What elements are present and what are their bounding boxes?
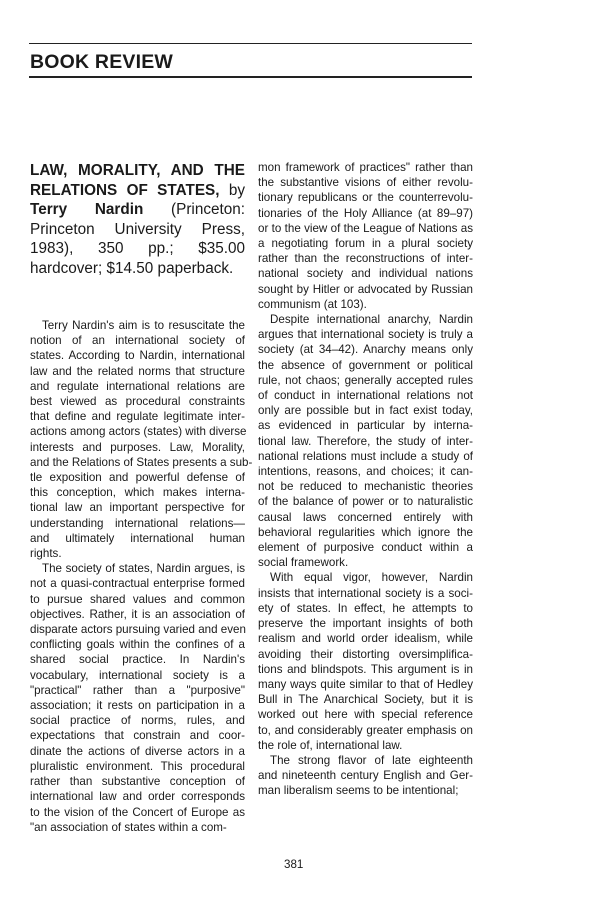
text-line: states. According to Nardin, international — [30, 349, 245, 363]
text-line: insists that international society is a soci- — [258, 586, 473, 600]
text-line: interests and purposes. Law, Morality, — [30, 440, 245, 454]
book-author: Terry Nardin — [30, 201, 144, 218]
text-line: to the vision of the Concert of Europe as — [30, 805, 245, 819]
text-line: that define and regulate legitimate inter- — [30, 410, 245, 424]
text-line: this conception, which makes interna- — [30, 486, 245, 500]
text-line: international law and order corresponds — [30, 790, 245, 804]
by-text: by — [219, 181, 245, 199]
text-line: of the balance of power or to naturalistic — [258, 495, 473, 509]
text-line: and the Relations of States presents a sub- — [30, 455, 253, 469]
text-line: to pursue shared values and common — [30, 592, 245, 606]
text-line: society (at 34–42). Anarchy means only — [258, 343, 473, 357]
text-line: disparate actors pursuing varied and even — [30, 623, 246, 637]
text-line: Despite international anarchy, Nardin — [270, 313, 473, 327]
text-line: and ultimately international human — [30, 531, 245, 545]
page-number: 381 — [284, 858, 304, 871]
review-citation — [30, 161, 245, 278]
text-line: of conduct in international relations not — [258, 389, 473, 403]
text-line: ety of states. In effect, he attempts to — [258, 601, 473, 615]
text-line: association; it rests on participation in a — [30, 699, 245, 713]
header-bottom-rule — [29, 76, 472, 78]
text-line: tionaries of the Holy Alliance (at 89–97) — [258, 206, 473, 220]
text-line: The strong flavor of late eighteenth — [270, 753, 473, 767]
text-line: a negotiating forum in a plural society — [258, 237, 473, 251]
text-line: national society and individual nations — [258, 267, 473, 281]
text-line: tle exposition and powerful defense of — [30, 471, 245, 485]
text-line: notion of an international society of — [30, 334, 245, 348]
text-line: rule, not chaos; generally accepted rules — [258, 373, 473, 387]
left-column — [30, 161, 253, 835]
publication-info: (Princeton: Princeton University Press, 1983), 350 pp.; $35.00 hardcover; $14.50 paperback. — [30, 201, 246, 277]
text-line: social framework. — [258, 556, 349, 570]
header-top-rule — [29, 43, 472, 44]
text-line: rights. — [30, 547, 62, 561]
text-line: tionary republicans or the counterrevolu- — [258, 191, 473, 205]
text-line: dinate the actions of diverse actors in a — [30, 744, 245, 758]
text-line: objectives. Rather, it is an association of — [30, 607, 245, 621]
text-line: or to the view of the League of Nations as — [258, 221, 473, 235]
left-body-text — [30, 318, 253, 835]
text-line: as evidenced in particular by interna- — [258, 419, 473, 433]
text-line: best viewed as procedural constraints — [30, 395, 245, 409]
text-line: element of purposive conduct within a — [258, 541, 473, 555]
text-line: "an association of states within a com- — [30, 820, 227, 834]
text-line: actions among actors (states) with diverse — [30, 425, 247, 439]
text-line: With equal vigor, however, Nardin — [270, 571, 473, 585]
text-line: not be reduced to mechanistic theories — [258, 480, 473, 494]
text-line: law and the related norms that structure — [30, 364, 245, 378]
text-line: shared social practice. In Nardin's — [30, 653, 245, 667]
text-line: avoiding their distorting oversimplifica- — [258, 647, 473, 661]
text-line: intentions, reasons, and choices; it can- — [258, 465, 473, 479]
text-line: sought by Hitler or advocated by Russian — [258, 282, 473, 296]
text-line: worked out here with special reference — [258, 708, 473, 722]
text-line: rather than the reconstructions of inter- — [258, 252, 473, 266]
text-line: causal laws concerned entirely with — [258, 510, 473, 524]
text-line: and regulate international relations are — [30, 379, 245, 393]
text-line: and nineteenth century English and Ger- — [258, 769, 473, 783]
text-line: to, and considerably greater emphasis on — [258, 723, 473, 737]
text-line: Terry Nardin's aim is to resuscitate the — [42, 319, 245, 332]
right-column — [258, 160, 473, 799]
text-line: communism (at 103). — [258, 297, 367, 311]
right-body-text — [258, 160, 473, 799]
text-line: tional law. Therefore, the study of inter- — [258, 434, 473, 448]
text-line: "practical" rather than a "purposive" — [30, 683, 245, 697]
section-heading: BOOK REVIEW — [30, 51, 174, 73]
text-line: the substantive visions of either revolu- — [258, 176, 473, 190]
text-line: realism and world order idealism, while — [258, 632, 473, 646]
text-line: preserve the important insights of both — [258, 617, 473, 631]
book-title: LAW, MORALITY, AND THE RELATIONS OF STATES, — [30, 162, 245, 199]
text-line: conflicting goals within the confines of a — [30, 638, 245, 652]
text-line: understanding international relations— — [30, 516, 245, 530]
text-line: vocabulary, international society is a — [30, 668, 245, 682]
text-line: The society of states, Nardin argues, is — [42, 562, 245, 576]
text-line: man liberalism seems to be intentional; — [258, 784, 459, 798]
text-line: pluralistic environment. This procedural — [30, 759, 245, 773]
text-line: tions and blindspots. This argument is in — [258, 662, 473, 676]
text-line: social practice of norms, rules, and — [30, 714, 245, 728]
text-line: only are possible but in fact exist today, — [258, 404, 473, 418]
text-line: tional law an important perspective for — [30, 501, 245, 515]
text-line: national relations must include a study of — [258, 449, 473, 463]
text-line: not a quasi-contractual enterprise formed — [30, 577, 245, 591]
text-line: many ways quite similar to that of Hedley — [258, 677, 473, 691]
text-line: expectations that constrain and coor- — [30, 729, 245, 743]
text-line: argues that international society is truly a — [258, 328, 473, 342]
text-line: the absence of government or political — [258, 358, 473, 372]
text-line: mon framework of practices" rather than — [258, 161, 473, 174]
text-line: the role of, international law. — [258, 738, 403, 752]
text-line: Bull in The Anarchical Society, but it is — [258, 693, 473, 707]
text-line: rather than substantive conception of — [30, 775, 245, 789]
text-line: behavioral regularities which ignore the — [258, 525, 473, 539]
